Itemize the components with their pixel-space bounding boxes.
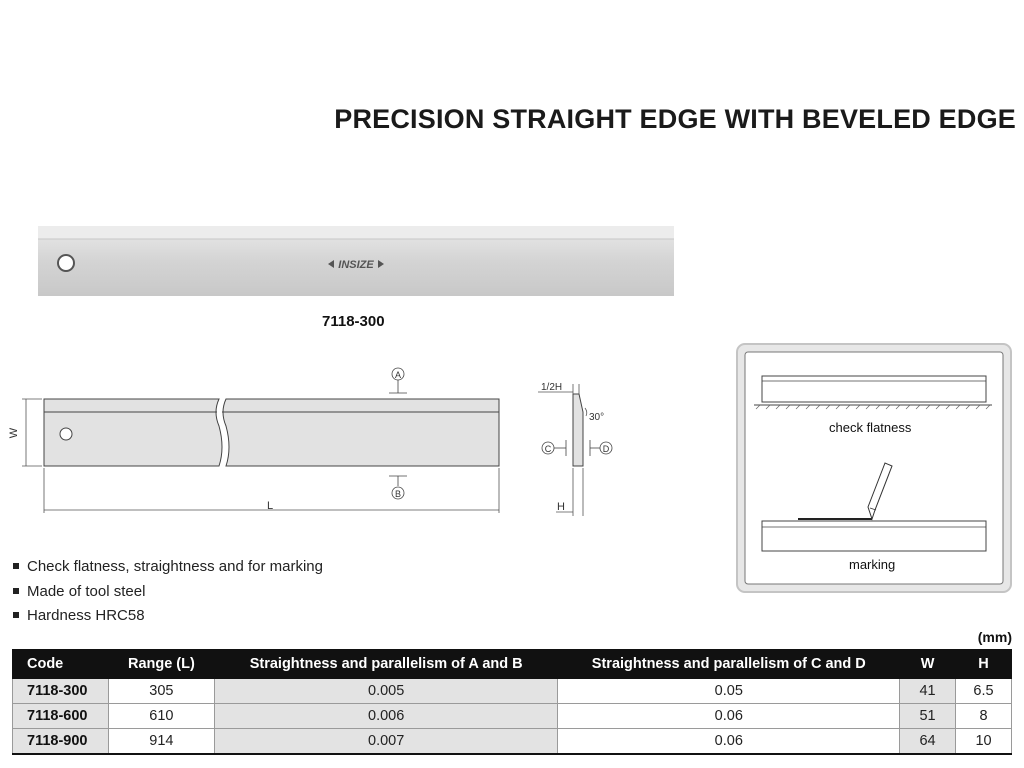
header-range: Range (L) bbox=[108, 650, 214, 679]
cell-ab: 0.007 bbox=[214, 729, 558, 755]
cell-ab: 0.006 bbox=[214, 704, 558, 729]
cell-w: 51 bbox=[900, 704, 956, 729]
hanging-hole bbox=[58, 255, 74, 271]
header-ab: Straightness and parallelism of A and B bbox=[214, 650, 558, 679]
b-marker bbox=[389, 476, 407, 499]
feature-item: Hardness HRC58 bbox=[12, 604, 323, 629]
header-cd: Straightness and parallelism of C and D bbox=[558, 650, 900, 679]
table-row bbox=[13, 729, 1012, 755]
l-label: L bbox=[266, 500, 274, 512]
photo-caption: 7118-300 bbox=[322, 313, 385, 330]
cell-range: 305 bbox=[108, 679, 214, 704]
unit-label: (mm) bbox=[977, 629, 1012, 645]
cell-code: 7118-600 bbox=[13, 704, 109, 729]
feature-item: Made of tool steel bbox=[12, 580, 323, 605]
table-header-row bbox=[13, 650, 1012, 679]
front-view bbox=[44, 399, 499, 466]
half-h-label: 1/2H bbox=[541, 382, 563, 393]
feature-list bbox=[12, 555, 323, 629]
svg-text:C: C bbox=[544, 444, 552, 454]
side-view bbox=[573, 394, 583, 466]
cell-code: 7118-900 bbox=[13, 729, 109, 755]
header-w: W bbox=[900, 650, 956, 679]
cell-code: 7118-300 bbox=[13, 679, 109, 704]
h-label: H bbox=[557, 501, 565, 513]
c-marker bbox=[542, 440, 566, 456]
svg-text:B: B bbox=[394, 489, 402, 499]
cell-cd: 0.05 bbox=[558, 679, 900, 704]
check-flatness-label: check flatness bbox=[829, 420, 912, 435]
feature-item: Check flatness, straightness and for marking bbox=[12, 555, 323, 580]
svg-text:A: A bbox=[394, 370, 402, 380]
product-photo bbox=[38, 226, 674, 296]
angle-label: 30° bbox=[589, 412, 605, 423]
w-dimension bbox=[22, 399, 42, 466]
technical-drawing bbox=[0, 360, 620, 520]
header-code: Code bbox=[13, 650, 109, 679]
spec-table bbox=[12, 649, 1012, 755]
cell-cd: 0.06 bbox=[558, 729, 900, 755]
table-row bbox=[13, 704, 1012, 729]
cell-h: 10 bbox=[956, 729, 1012, 755]
cell-w: 64 bbox=[900, 729, 956, 755]
table-row bbox=[13, 679, 1012, 704]
page-title: PRECISION STRAIGHT EDGE WITH BEVELED EDGE bbox=[334, 104, 1016, 134]
cell-h: 8 bbox=[956, 704, 1012, 729]
usage-illustration bbox=[736, 343, 1012, 593]
cell-cd: 0.06 bbox=[558, 704, 900, 729]
w-label: W bbox=[8, 427, 20, 439]
cell-range: 914 bbox=[108, 729, 214, 755]
cell-h: 6.5 bbox=[956, 679, 1012, 704]
cell-ab: 0.005 bbox=[214, 679, 558, 704]
cell-w: 41 bbox=[900, 679, 956, 704]
marking-label: marking bbox=[849, 557, 896, 572]
svg-text:D: D bbox=[602, 444, 610, 454]
svg-text:INSIZE: INSIZE bbox=[338, 259, 374, 271]
cell-range: 610 bbox=[108, 704, 214, 729]
a-marker bbox=[389, 368, 407, 393]
header-h: H bbox=[956, 650, 1012, 679]
d-marker bbox=[590, 440, 612, 456]
